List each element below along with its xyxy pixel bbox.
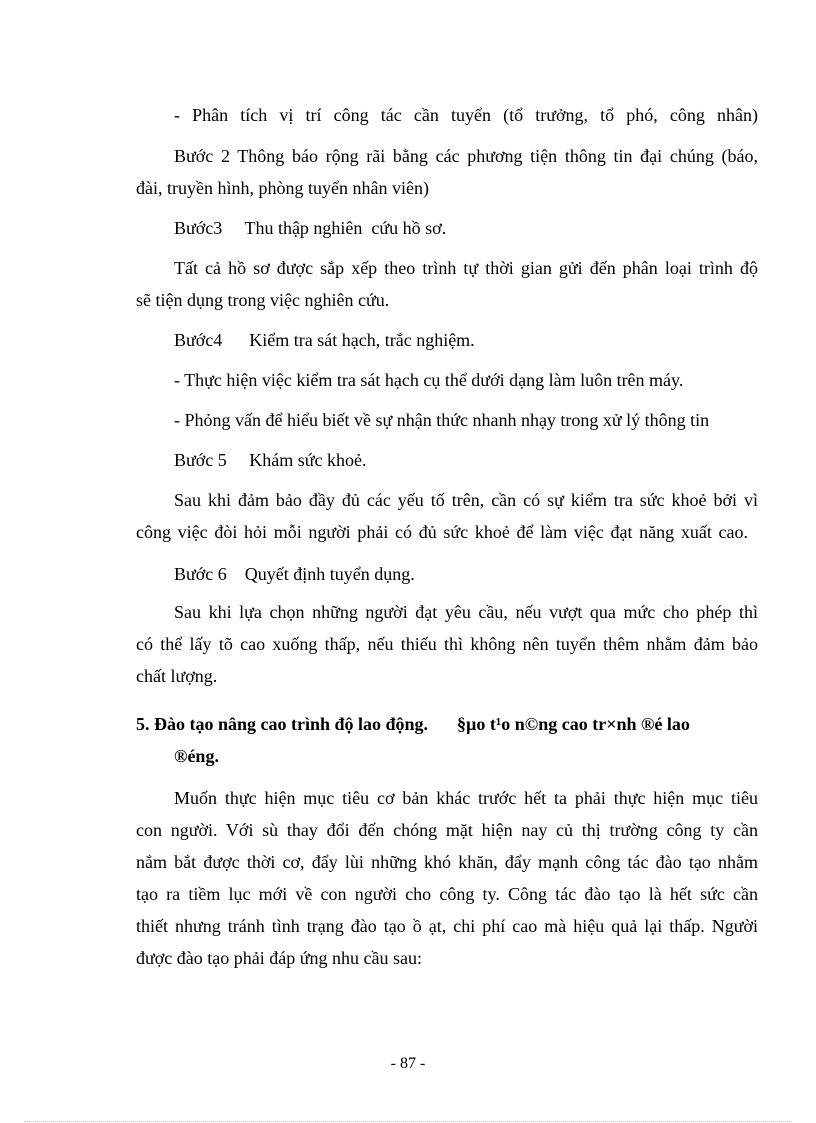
text-line: sẽ tiện dụng trong việc nghiên cứu. bbox=[136, 290, 390, 310]
text-line: Bước 5 Khám sức khoẻ. bbox=[174, 450, 367, 470]
text-line: Tất cả hồ sơ được sắp xếp theo trình tự thời gian gửi đến phân loại trình độ bbox=[174, 258, 758, 278]
text-line: Sau khi lựa chọn những người đạt yêu cầu, nếu vượt qua mức cho phép thì bbox=[174, 602, 758, 622]
text-line: Bước3 Thu thập nghiên cứu hồ sơ. bbox=[174, 218, 447, 238]
text-line: - Thực hiện việc kiểm tra sát hạch cụ thể dưới dạng làm luôn trên máy. bbox=[174, 370, 684, 390]
section-heading-garbled-continuation: ®éng. bbox=[174, 746, 219, 766]
text-line: - Phân tích vị trí công tác cần tuyển (tổ trưởng, tổ phó, công nhân) bbox=[174, 105, 758, 125]
text-line: tạo ra tiềm lục mới về con người cho công ty. Công tác đào tạo là hết sức cần bbox=[136, 884, 758, 904]
text-line: Bước 6 Quyết định tuyển dụng. bbox=[174, 564, 415, 584]
text-line: Sau khi đảm bảo đầy đủ các yếu tố trên, cần có sự kiểm tra sức khoẻ bởi vì bbox=[174, 490, 758, 510]
text-line: Bước4 Kiểm tra sát hạch, trắc nghiệm. bbox=[174, 330, 475, 350]
text-line: chất lượng. bbox=[136, 666, 218, 686]
text-line: Muốn thực hiện mục tiêu cơ bản khác trước hết ta phải thực hiện mục tiêu bbox=[174, 788, 758, 808]
text-line: Bước 2 Thông báo rộng rãi bằng các phương tiện thông tin đại chúng (báo, bbox=[174, 146, 758, 166]
section-heading-garbled: §µo t¹o n©ng cao tr×nh ®é lao bbox=[457, 714, 690, 734]
text-line: công việc đòi hỏi mỗi người phải có đủ sức khoẻ để làm việc đạt năng xuất cao. bbox=[136, 522, 748, 542]
text-line: đài, truyền hình, phòng tuyển nhân viên) bbox=[136, 178, 429, 198]
text-line: thiết nhưng tránh tình trạng đào tạo ồ ạt, chi phí cao mà hiệu quả lại thấp. Người bbox=[136, 916, 758, 936]
text-line: - Phỏng vấn để hiểu biết về sự nhận thức nhanh nhạy trong xử lý thông tin bbox=[174, 410, 710, 430]
page-number: - 87 - bbox=[390, 1055, 426, 1072]
text-line: có thể lấy tõ cao xuống thấp, nếu thiếu thì không nên tuyển thêm nhằm đảm bảo bbox=[136, 634, 758, 654]
text-line: được đào tạo phải đáp ứng nhu cầu sau: bbox=[136, 948, 422, 968]
text-line: con người. Với sù thay đổi đến chóng mặt hiện nay củ thị trường công ty cần bbox=[136, 820, 758, 840]
text-line: nắm bắt được thời cơ, đẩy lùi những khó khăn, đẩy mạnh công tác đào tạo nhằm bbox=[136, 852, 758, 872]
section-heading-text: 5. Đào tạo nâng cao trình độ lao động. bbox=[136, 714, 429, 734]
section-heading bbox=[136, 713, 758, 735]
page-bottom-rule bbox=[24, 1121, 792, 1122]
